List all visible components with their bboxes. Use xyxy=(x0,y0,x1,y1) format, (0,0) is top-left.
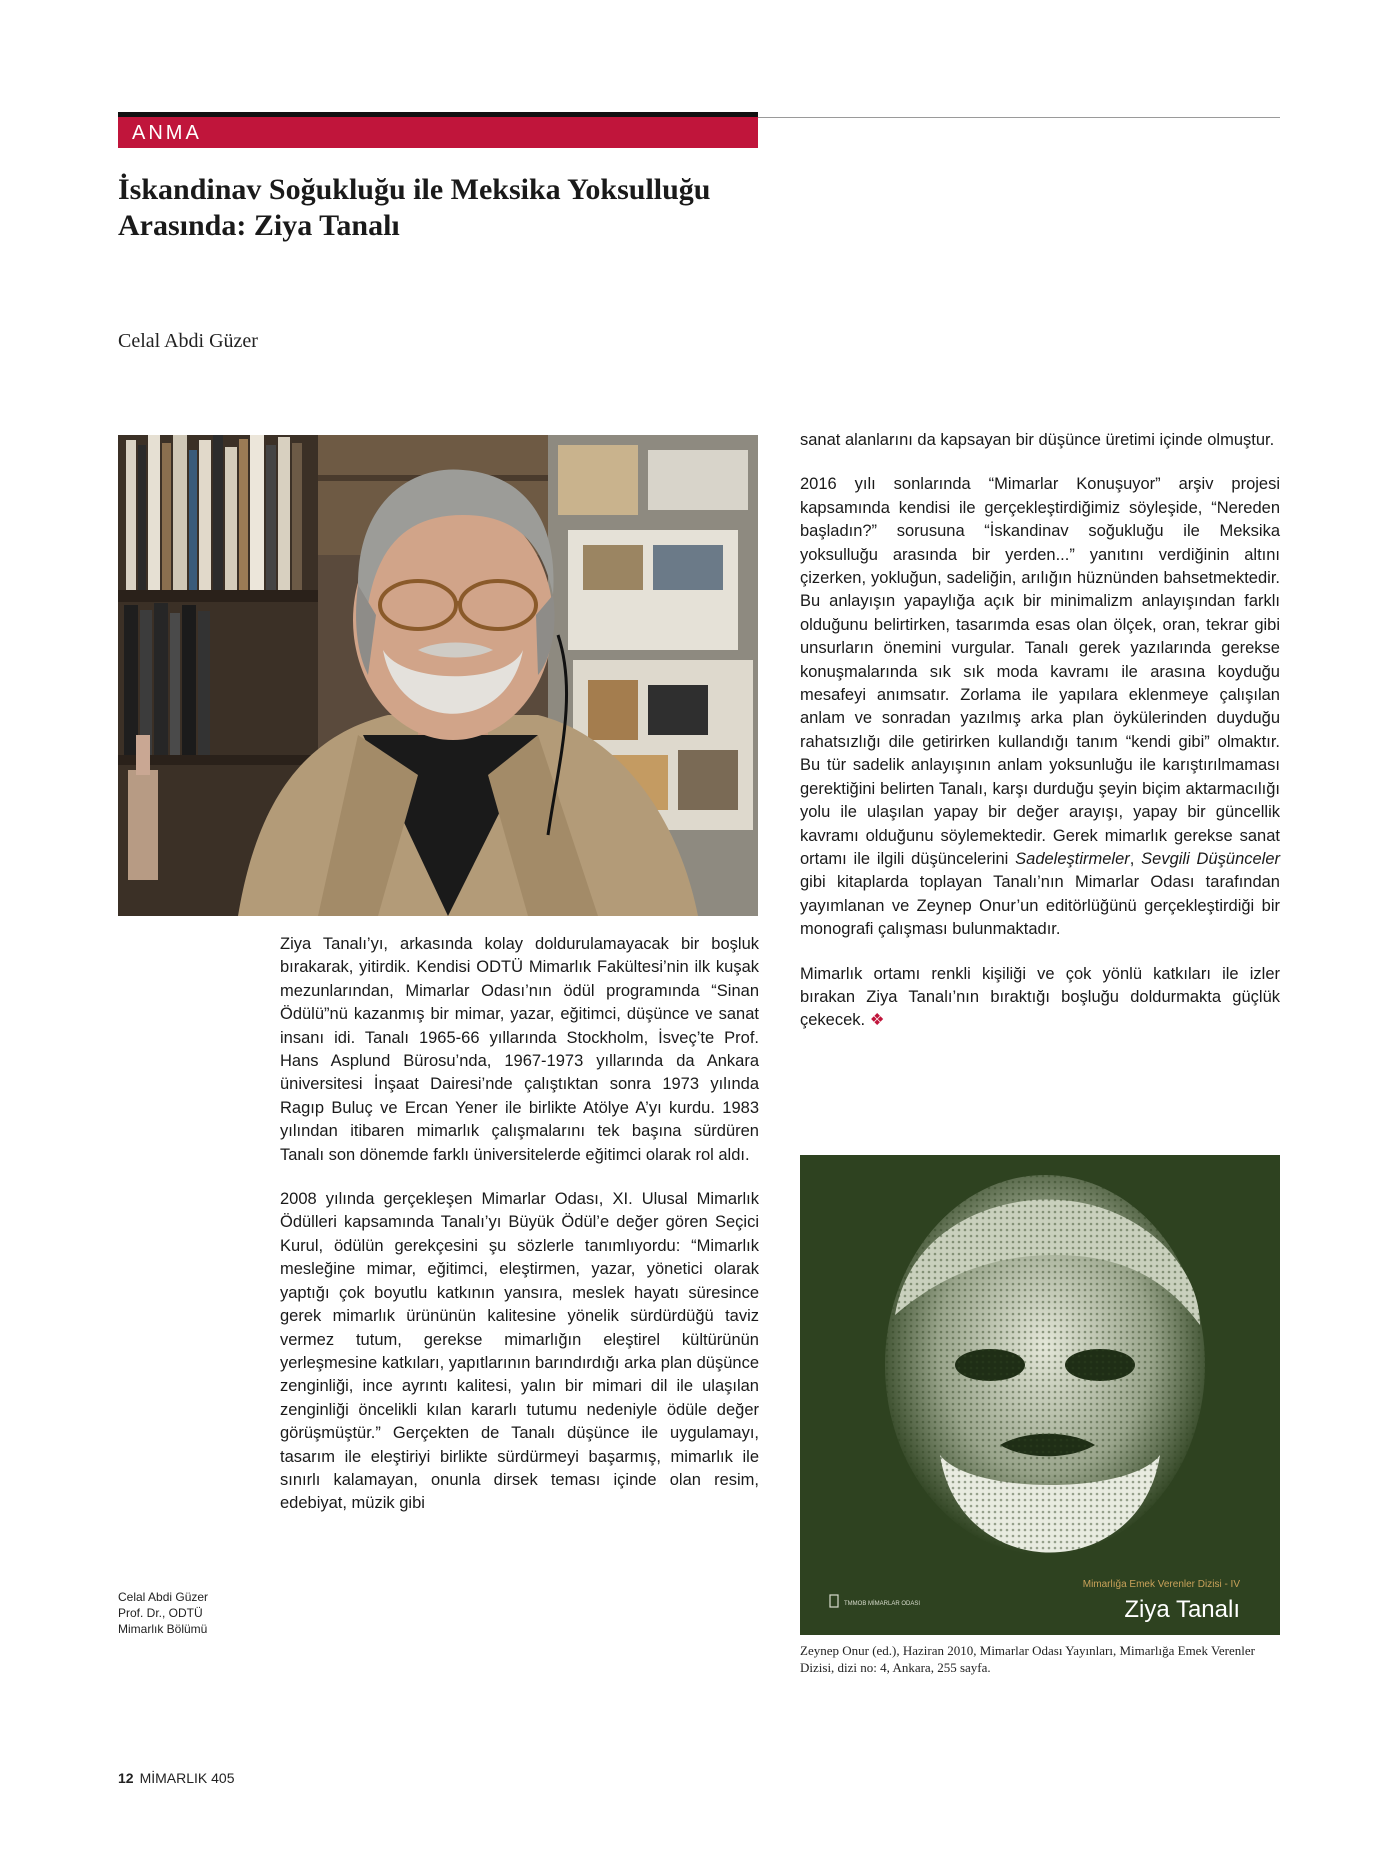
page-footer xyxy=(118,1770,235,1786)
cover-caption: Zeynep Onur (ed.), Haziran 2010, Mimarlar Odası Yayınları, Mimarlığa Emek Verenler Dizisi, dizi no: 4, Ankara, 255 sayfa. xyxy=(800,1643,1255,1675)
article-title xyxy=(118,172,778,244)
magazine-name: MİMARLIK 405 xyxy=(139,1770,235,1786)
author-info-name: Celal Abdi Güzer xyxy=(118,1590,209,1604)
book-cover xyxy=(800,1155,1280,1635)
author-info-title: Prof. Dr., ODTÜ xyxy=(118,1606,203,1620)
cover-name: Ziya Tanalı xyxy=(1124,1596,1240,1623)
separator: , xyxy=(1129,849,1142,868)
author-info xyxy=(118,1589,268,1637)
cover-series: Mimarlığa Emek Verenler Dizisi - IV xyxy=(1082,1579,1240,1590)
paragraph: 2008 yılında gerçekleşen Mimarlar Odası, XI. Ulusal Mimarlık Ödülleri kapsamında Tanalı’yı Büyük Ödül’e değer gören Seçici Kurul, ödülün gerekçesini şu sözlerle tanımlıyordu: “Mimarlık mesleğine mimar, eğitimci, eleştirmen, yazar, yönetici olarak yaptığı çok boyutlu katkının yansıra, meslek hayatı süresince gerek mimarlık ürününün kalitesine yönelik sürdürdüğü taviz vermez tutum, gerekse mimarlığın eleştirel kültürünün yerleşmesine katkıları, yapıtlarının barındırdığı arka plan düşünce zenginliği, ince ayrıntı kalitesi, yalın bir mimari dil ile ulaşılan zenginliği öncelikli kılan kararlı tutumu nedeniyle ödüle değer görüşmüştür.” Gerçekten de Tanalı düşünce ile uygulamayı, tasarım ile eleştiriyi birlikte sürdürmeyi başarmış, mimarlık ile sınırlı kalamayan, onunla dirsek teması içinde olan resim, edebiyat, müzik gibi xyxy=(280,1190,759,1513)
end-mark-icon: ❖ xyxy=(869,1011,885,1030)
paragraph: sanat alanlarını da kapsayan bir düşünce üretimi içinde olmuştur. xyxy=(800,431,1275,449)
section-bar xyxy=(118,112,758,148)
cover-publisher: TMMOB MİMARLAR ODASI xyxy=(844,1601,921,1607)
top-rule xyxy=(758,117,1280,118)
portrait-photo xyxy=(118,435,758,916)
body-column-right xyxy=(800,429,1280,1054)
article-title-line2: Arasında: Ziya Tanalı xyxy=(118,209,400,242)
book-title: Sevgili Düşünceler xyxy=(1141,849,1281,868)
paragraph xyxy=(800,473,1280,941)
body-column-left xyxy=(280,933,759,1537)
paragraph xyxy=(800,963,1280,1033)
page-number: 12 xyxy=(118,1770,134,1786)
section-label: ANMA xyxy=(132,122,202,144)
book-title: Sadeleştirmeler xyxy=(1015,849,1130,868)
article-title-line1: İskandinav Soğukluğu ile Meksika Yoksulluğu xyxy=(118,173,711,206)
paragraph-text: Mimarlık ortamı renkli kişiliği ve çok yönlü katkıları ile izler bırakan Ziya Tanalı’nın bıraktığı boşluğu doldurmakta güçlük çekecek. xyxy=(800,964,1280,1030)
article-author: Celal Abdi Güzer xyxy=(118,330,258,352)
paragraph-text: 2016 yılı sonlarında “Mimarlar Konuşuyor” arşiv projesi kapsamında kendisi ile gerçekleştirdiğimiz söyleşide, “Nereden başladın?” sorusuna “İskandinav soğukluğu ile Meksika yoksulluğu arasında bir yerden...” yanıtını verdiğinin altını çizerken, yokluğun, sadeliğin, arılığın hüznünden bahsetmektedir. Bu anlayışın yapaylığa açık bir minimalizm anlayışından farklı olduğunu belirtirken, tasarımda esas olan ölçek, oran, tekrar gibi unsurların önemini vurgular. Tanalı gerek yazılarında gerekse konuşmalarında sık sık moda kavramı ile arasına koyduğu mesafeyi anımsatır. Zorlama ile yapılara eklenmeye çalışılan anlam ve sonradan yazılmış arka plan öykülerinden duyduğu rahatsızlığı dile getirirken kullandığı tanım “kendi gibi” olmaktır. Bu tür sadelik anlayışının anlam yoksunluğu ile karıştırılmaması gerektiğini belirten Tanalı, karşı durduğu şeyin biçim aktarmacılığı yolu ile ulaşılan yapay bir değer arayışı, yapay bir güncellik kavramı olduğunu söylemektedir. Gerek mimarlık gerekse sanat ortamı ile ilgili düşüncelerini xyxy=(800,475,1280,868)
paragraph-text: gibi kitaplarda toplayan Tanalı’nın Mimarlar Odası tarafından yayımlanan ve Zeynep Onur’un editörlüğünü gerçekleştirdiği bir monografi çalışması bulunmaktadır. xyxy=(800,873,1280,939)
author-info-dept: Mimarlık Bölümü xyxy=(118,1622,208,1636)
paragraph: Ziya Tanalı’yı, arkasında kolay doldurulamayacak bir boşluk bırakarak, yitirdik. Kendisi ODTÜ Mimarlık Fakültesi’nin ilk kuşak mezunlarından, Mimarlar Odası’nın ödül programında “Sinan Ödülü”nü kazanmış bir mimar, yazar, eğitimci, düşünce ve sanat insanı idi. Tanalı 1965-66 yıllarında Stockholm, İsveç’te Prof. Hans Asplund Bürosu’nda, 1967-1973 yıllarında da Ankara üniversitesi İnşaat Dairesi’nde çalıştıktan sonra 1973 yılında Ragıp Buluç ve Ercan Yener ile birlikte Atölye A’yı kurdu. 1983 yılından itibaren mimarlık çalışmalarını tek başına sürdüren Tanalı son dönemde farklı üniversitelerde eğitimci olarak rol aldı. xyxy=(280,935,759,1164)
